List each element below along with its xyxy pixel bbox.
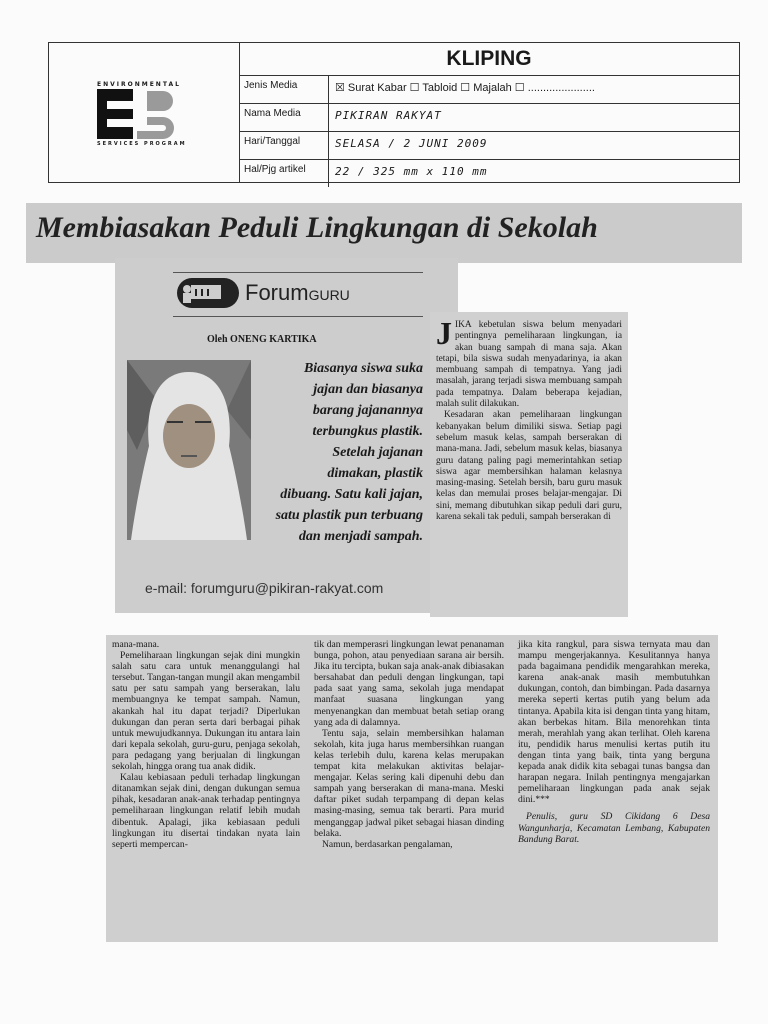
paragraph: mana-mana. xyxy=(112,639,160,650)
media-name-value: PIKIRAN RAKYAT xyxy=(335,109,442,122)
paragraph: Pemeliharaan lingkungan sejak dini mungkin salah satu cara untuk menanggulangi hal tersebut. Tangan-tangan mungil akan mengambil satu per satu sampah yang berserakan, lalu membuangnya ke tempat sampah. Namun, akankah hal itu dapat terjadi? Diperlukan dukungan dan peran serta dari berbagai pihak untuk mewujudkannya. Dukungan itu antara lain dari kepala sekolah, guru-guru, penjaga sekolah, para pedagang yang berjualan di lingkungan sekolah, hingga orang tua anak didik. xyxy=(112,650,300,773)
contact-email: e-mail: forumguru@pikiran-rakyat.com xyxy=(145,580,384,596)
paragraph: Namun, berdasarkan pengalaman, xyxy=(322,838,453,850)
kliping-title: KLIPING xyxy=(239,43,739,76)
paragraph: Tentu saja, selain membersihkan halaman sekolah, kita juga harus membersihkan ruangan kelas terlebih dulu, karena kelas merupakan tempat kita melakukan aktivitas belajar-mengajar. Kelas sering kali dipenuhi debu dan sampah yang berserakan di mana-mana. Meski daftar piket sudah terpampang di depan kelas masing-masing, semua tak berarti. Para murid menganggap jadwal piket sebagai hiasan dinding belaka. xyxy=(314,727,504,839)
paragraph: tik dan memperasri lingkungan lewat penanaman bunga, pohon, atau penyediaan sarana air bersih. Jika itu tercipta, bukan saja anak-anak dibiasakan bersahabat dan peduli dengan lingkungan, tapi pada saat yang sama, sekolah juga mendapat manfaat suasana lingkungan yang menyenangkan dan membuat betah setiap orang yang ada di dalamnya. xyxy=(314,639,504,728)
headline-strip xyxy=(26,203,742,263)
row-hal-pjg xyxy=(239,160,739,187)
page-length-value: 22 / 325 mm x 110 mm xyxy=(335,165,488,178)
classroom-icon xyxy=(177,278,239,308)
pull-quote: Biasanya siswa suka jajan dan biasanya barang jajanannya terbungkus plastik. Setelah jajanan dimakan, plastik dibuang. Satu kali jajan, satu plastik pun terbuang dan menjadi sampah. xyxy=(275,361,423,544)
row-nama-media xyxy=(239,104,739,132)
drop-cap: J xyxy=(436,315,452,351)
paragraph: Kalau kebiasaan peduli terhadap lingkungan ditanamkan sejak dini, dengan dukungan semua pihak, kesadaran anak-anak terhadap pentingnya pemeliharaan lingkungan relatif lebih mudah dibentuk. Apalagi, jika kebiasaan peduli lingkungan itu disertai tindakan nyata lain seperti mempercan- xyxy=(112,772,300,850)
row-label: Hal/Pjg artikel xyxy=(239,160,329,187)
row-label: Nama Media xyxy=(239,104,329,131)
logo-top-text: ENVIRONMENTAL xyxy=(97,81,181,88)
article-column-intro xyxy=(430,312,628,617)
column-3 xyxy=(518,639,710,845)
clipping-header xyxy=(48,42,740,183)
esp-logo xyxy=(49,43,240,182)
byline: Oleh ONENG KARTIKA xyxy=(207,334,317,345)
intro-paragraph-2: Kesadaran akan pemeliharaan lingkungan kebanyakan belum dimiliki siswa. Setiap pagi sebelum masuk kelas, sampah berserakan di mana-mana. Jadi, sebelum masuk kelas, biasanya guru datang paling pagi memerintahkan setiap siswa agar membersihkan halaman kelasnya masing-masing. Setelah bersih, baru guru masuk kelas dan memulai proses belajar-mengajar. Di sini, memang dibutuhkan sikap peduli dari guru, karena sekali tak peduli, sampah berserakan di xyxy=(436,410,622,523)
divider xyxy=(173,272,423,273)
row-label: Hari/Tanggal xyxy=(239,132,329,159)
row-jenis-media xyxy=(239,76,739,104)
esp-logo-icon xyxy=(97,89,187,139)
logo-bottom-text: SERVICES PROGRAM xyxy=(97,141,187,147)
forum-guru-logo xyxy=(177,278,417,312)
column-1 xyxy=(112,639,300,850)
forum-sub-label: GURU xyxy=(308,287,350,303)
media-type-checkboxes: ☒ Surat Kabar ☐ Tabloid ☐ Majalah ☐ ...................... xyxy=(335,82,595,94)
article-headline: Membiasakan Peduli Lingkungan di Sekolah xyxy=(36,211,598,244)
author-photo xyxy=(127,360,251,540)
column-2 xyxy=(314,639,504,850)
article-body xyxy=(106,635,718,942)
author-note: Penulis, guru SD Cikidang 6 Desa Wangunharja, Kecamatan Lembang, Kabupaten Bandung Barat. xyxy=(518,811,710,845)
paragraph: jika kita rangkul, para siswa ternyata mau dan mampu mengerjakannya. Kesulitannya hanya pada bagaimana pendidik mengarahkan mereka, karena anak-anak masih membutuhkan dukungan, contoh, dan bimbingan. Pada dasarnya mereka seperti kertas putih yang belum ada tintanya. Apabila kita isi dengan tinta yang hitam, akan berbekas hitam. Bila menorehkan tinta merah, merahlah yang akan terlihat. Oleh karena itu, pendidik harus menulisi kertas putih itu dengan tinta yang baik, tinta yang berguna kepada anak didik kita sebagai tunas bangsa dan harapan negara. Inilah pentingnya mengajarkan pemeliharaan lingkungan pada anak sejak dini.*** xyxy=(518,639,710,806)
date-value: SELASA / 2 JUNI 2009 xyxy=(335,137,488,150)
row-hari-tanggal xyxy=(239,132,739,160)
row-label: Jenis Media xyxy=(239,76,329,103)
forum-label: Forum xyxy=(245,280,309,305)
forum-guru-box xyxy=(115,258,458,613)
intro-paragraph: IKA kebetulan siswa belum menyadari pentingnya pemeliharaan lingkungan, ia akan buang sampah di mana saja. Akan tetapi, bila siswa sudah menyadarinya, ia akan membuang sampah di tempatnya. Yang jadi masalah, jarang terjadi siswa membuang sampah pada tempatnya. Dalam beberapa kejadian, malah sulit dilakukan. xyxy=(436,320,622,410)
divider xyxy=(173,316,423,317)
